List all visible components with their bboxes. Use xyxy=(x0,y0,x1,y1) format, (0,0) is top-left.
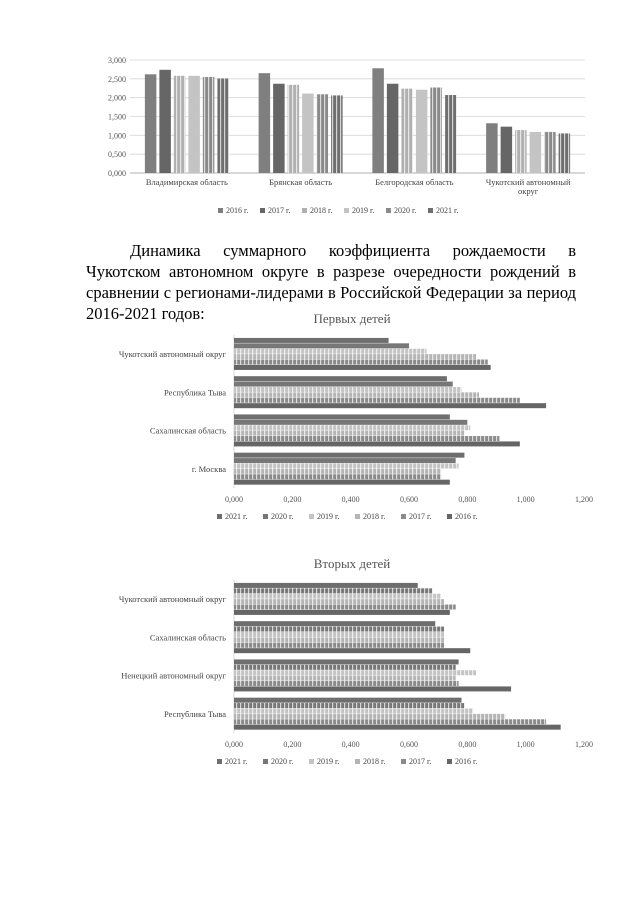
bar xyxy=(234,431,464,436)
bar xyxy=(203,77,215,173)
y-category-label: Республика Тыва xyxy=(163,387,226,398)
x-tick-label: 0,600 xyxy=(400,495,418,504)
legend-swatch xyxy=(217,759,222,764)
bar xyxy=(145,74,157,173)
bar xyxy=(234,392,479,397)
bar xyxy=(234,463,459,468)
legend-swatch xyxy=(217,514,222,519)
bar xyxy=(234,376,447,381)
bar xyxy=(234,643,444,648)
second-children-bar-chart xyxy=(0,550,640,800)
paragraph-text: Динамика суммарного коэффициента рождаемости в Чукотском автономном округе в разрезе очередности рождений в сравнении с регионами-лидерами в Российской Федерации за период 2016-2021 годов: xyxy=(86,241,576,323)
legend-label: 2020 г. xyxy=(394,206,417,215)
bar xyxy=(234,414,450,419)
legend-label: 2021 г. xyxy=(225,512,248,521)
x-tick-label: 0,800 xyxy=(458,495,477,504)
x-tick-label: 0,400 xyxy=(341,740,360,749)
y-tick-label: 3,000 xyxy=(108,56,126,65)
bar xyxy=(234,676,456,681)
bar xyxy=(501,127,513,173)
bar xyxy=(530,132,542,173)
legend-swatch xyxy=(263,759,268,764)
legend-label: 2019 г. xyxy=(352,206,375,215)
y-tick-label: 2,000 xyxy=(108,93,126,103)
legend-swatch xyxy=(355,759,360,764)
legend-swatch xyxy=(263,514,268,519)
bar xyxy=(273,84,285,173)
x-category-label: Чукотский автономный xyxy=(485,177,571,187)
bar xyxy=(234,670,476,675)
bar xyxy=(302,94,314,173)
bar xyxy=(331,95,343,173)
bar xyxy=(234,338,389,343)
bar xyxy=(234,648,470,653)
bar xyxy=(159,70,171,173)
y-tick-label: 1,500 xyxy=(108,112,126,122)
bar xyxy=(234,420,467,425)
bar xyxy=(234,441,520,446)
legend-label: 2019 г. xyxy=(317,757,340,766)
bar xyxy=(234,365,491,370)
bar xyxy=(416,90,428,173)
bar xyxy=(234,719,546,724)
legend-swatch xyxy=(447,514,452,519)
bar xyxy=(234,627,444,632)
legend-label: 2020 г. xyxy=(271,757,294,766)
x-tick-label: 0,400 xyxy=(341,495,360,504)
y-category-label: г. Москва xyxy=(191,463,226,474)
first-children-bar-chart xyxy=(0,305,640,530)
y-tick-label: 1,000 xyxy=(108,131,126,141)
x-tick-label: 1,000 xyxy=(516,740,535,749)
regional-birth-rate-column-chart xyxy=(0,40,640,225)
x-tick-label: 0,600 xyxy=(400,740,418,749)
bar xyxy=(234,698,462,703)
y-category-label: Республика Тыва xyxy=(163,708,226,719)
bar xyxy=(234,610,450,615)
bar xyxy=(234,594,441,599)
bar xyxy=(188,76,200,173)
legend-label: 2017 г. xyxy=(409,757,432,766)
x-tick-label: 0,800 xyxy=(458,740,477,749)
bar xyxy=(259,73,271,173)
legend-swatch xyxy=(401,759,406,764)
bar xyxy=(234,632,444,637)
x-category-label: округ xyxy=(517,186,539,196)
legend-swatch xyxy=(428,208,433,213)
bar xyxy=(234,665,456,670)
x-category-label: Владимирская область xyxy=(145,177,228,187)
bar xyxy=(387,84,399,173)
bar xyxy=(234,480,450,485)
bar xyxy=(544,132,556,173)
bar xyxy=(486,123,498,173)
bar xyxy=(288,85,300,173)
legend-swatch xyxy=(218,208,223,213)
chart-title: Вторых детей xyxy=(313,556,391,571)
x-tick-label: 0,200 xyxy=(283,740,302,749)
y-tick-label: 0,500 xyxy=(108,150,126,160)
chart-title: Первых детей xyxy=(313,311,391,326)
bar xyxy=(234,349,427,354)
legend-swatch xyxy=(309,514,314,519)
legend-swatch xyxy=(386,208,391,213)
legend-swatch xyxy=(344,208,349,213)
bar xyxy=(174,76,186,173)
y-tick-label: 2,500 xyxy=(108,74,126,84)
y-category-label: Чукотский автономный округ xyxy=(118,349,226,360)
legend-label: 2018 г. xyxy=(363,512,386,521)
x-category-label: Брянская область xyxy=(269,177,333,187)
legend-label: 2016 г. xyxy=(226,206,249,215)
bar xyxy=(234,474,441,479)
bar xyxy=(234,686,511,691)
bar xyxy=(234,436,499,441)
bar xyxy=(559,133,571,173)
y-category-label: Сахалинская область xyxy=(149,425,226,436)
x-tick-label: 1,000 xyxy=(516,495,535,504)
bar xyxy=(234,453,464,458)
bar xyxy=(317,94,329,173)
legend-swatch xyxy=(447,759,452,764)
bar xyxy=(234,637,444,642)
legend-swatch xyxy=(355,514,360,519)
legend-label: 2021 г. xyxy=(436,206,459,215)
bar xyxy=(234,387,462,392)
bar xyxy=(234,360,488,365)
bar xyxy=(234,398,520,403)
bar xyxy=(234,621,435,626)
bar xyxy=(234,403,546,408)
bar xyxy=(234,703,464,708)
bar xyxy=(234,708,473,713)
legend-swatch xyxy=(401,514,406,519)
legend-label: 2016 г. xyxy=(455,757,478,766)
legend-label: 2017 г. xyxy=(268,206,291,215)
bar xyxy=(372,68,384,173)
legend-label: 2017 г. xyxy=(409,512,432,521)
bar xyxy=(234,458,456,463)
y-category-label: Ненецкий автономный округ xyxy=(121,670,226,681)
legend-label: 2016 г. xyxy=(455,512,478,521)
bar xyxy=(234,714,505,719)
x-tick-label: 1,200 xyxy=(575,495,593,504)
legend-swatch xyxy=(302,208,307,213)
bar xyxy=(234,425,470,430)
x-tick-label: 0,000 xyxy=(225,495,243,504)
bar xyxy=(234,469,441,474)
legend-label: 2018 г. xyxy=(310,206,333,215)
legend-label: 2021 г. xyxy=(225,757,248,766)
bar xyxy=(234,605,456,610)
bar xyxy=(217,78,229,173)
bar xyxy=(234,382,453,387)
legend-label: 2018 г. xyxy=(363,757,386,766)
bar xyxy=(234,599,444,604)
bar xyxy=(234,725,561,730)
bar xyxy=(445,95,457,173)
x-category-label: Белгородская область xyxy=(375,177,454,187)
legend-label: 2020 г. xyxy=(271,512,294,521)
bar xyxy=(234,659,459,664)
bar xyxy=(401,89,413,173)
bar xyxy=(234,354,476,359)
bar xyxy=(515,130,527,173)
legend-label: 2019 г. xyxy=(317,512,340,521)
bar xyxy=(234,583,418,588)
legend-swatch xyxy=(309,759,314,764)
y-category-label: Сахалинская область xyxy=(149,632,226,643)
bar xyxy=(234,681,459,686)
legend-swatch xyxy=(260,208,265,213)
x-tick-label: 0,000 xyxy=(225,740,243,749)
y-category-label: Чукотский автономный округ xyxy=(118,594,226,605)
y-tick-label: 0,000 xyxy=(108,169,126,178)
x-tick-label: 1,200 xyxy=(575,740,593,749)
bar xyxy=(430,87,442,173)
bar xyxy=(234,343,409,348)
bar xyxy=(234,588,432,593)
x-tick-label: 0,200 xyxy=(283,495,302,504)
